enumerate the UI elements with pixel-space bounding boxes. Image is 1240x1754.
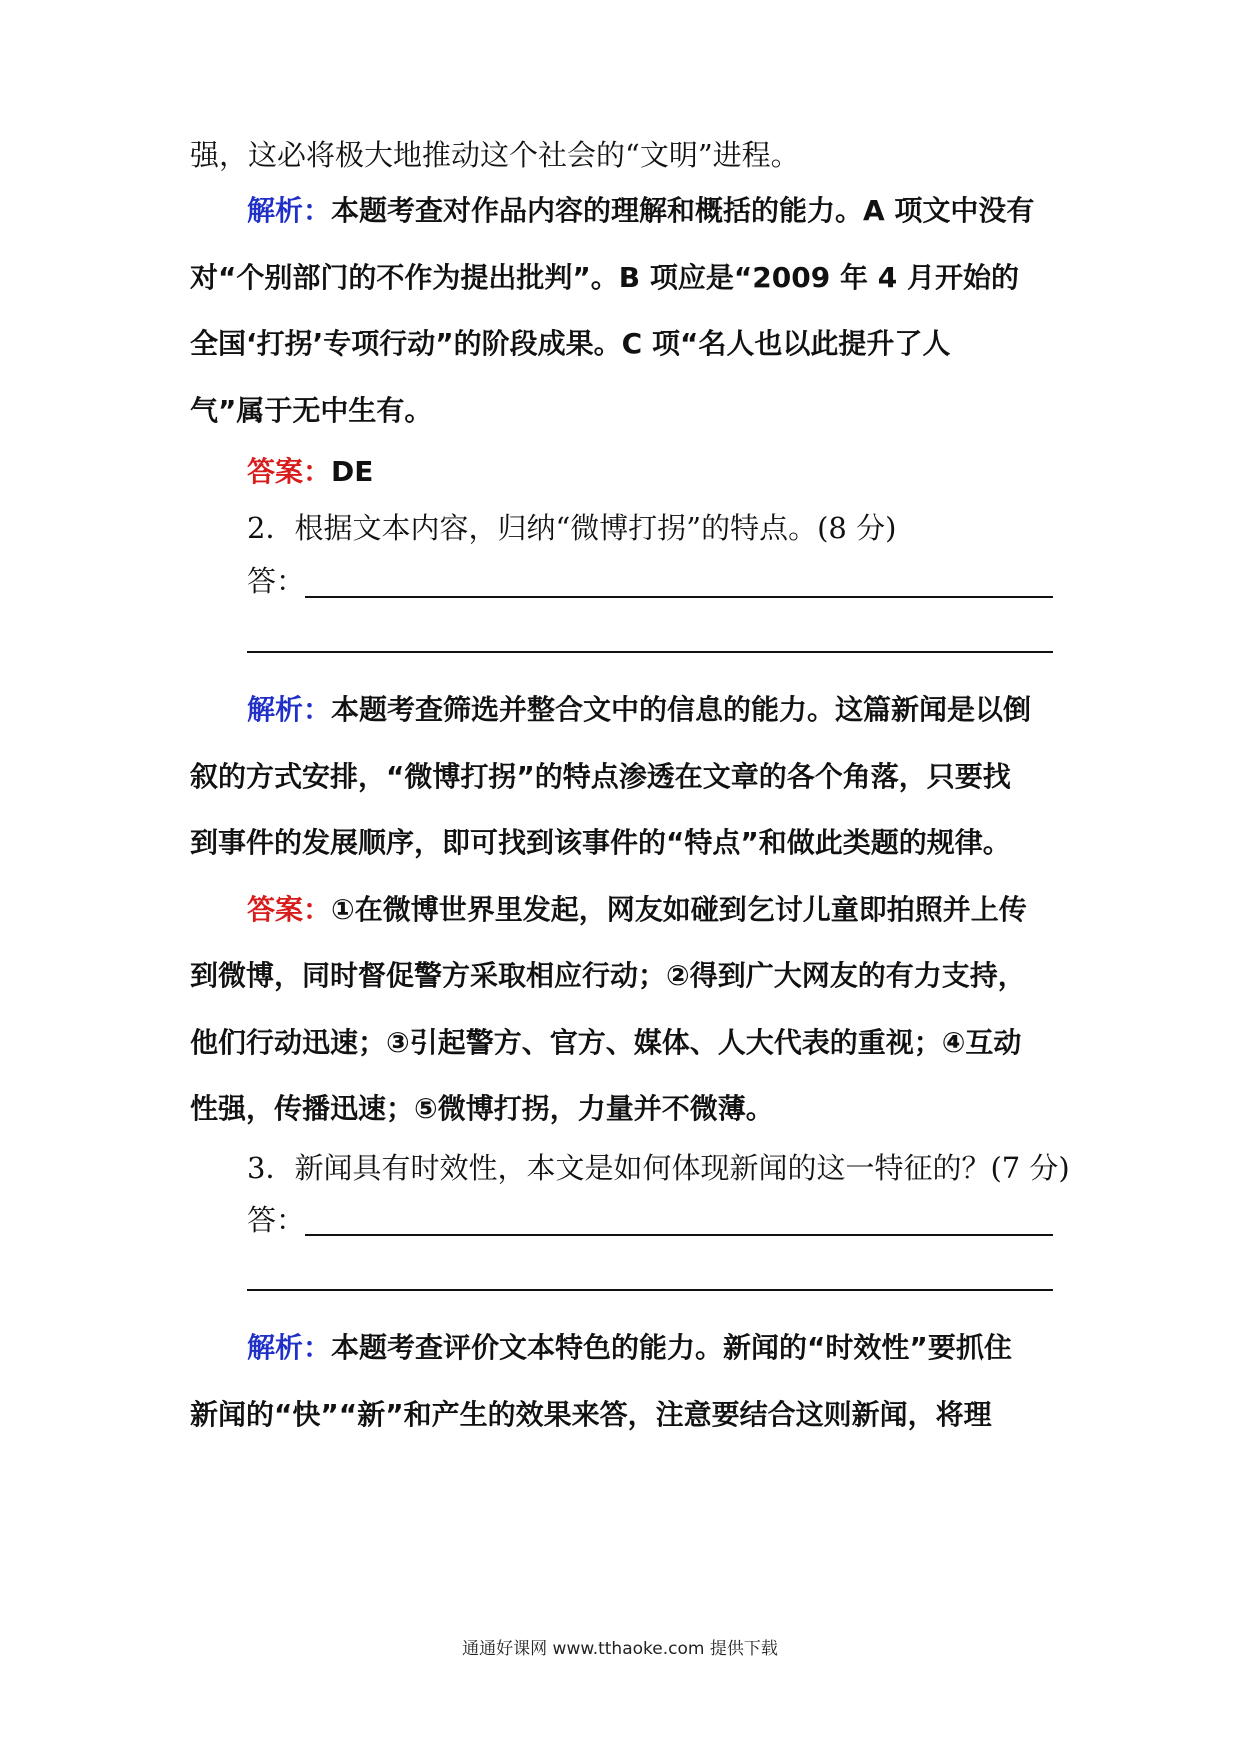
answer-blank-line[interactable] xyxy=(247,1289,1053,1291)
question-2: 2．根据文本内容，归纳“微博打拐”的特点。(8 分) xyxy=(247,511,897,545)
analysis-text: 本题考查评价文本特色的能力。新闻的“时效性”要抓住 xyxy=(331,1331,1012,1364)
answer-text: ①在微博世界里发起，网友如碰到乞讨儿童即拍照并上传 xyxy=(331,893,1027,926)
answer-text: 他们行动迅速；③引起警方、官方、媒体、人大代表的重视；④互动 xyxy=(190,1026,1022,1059)
answer-text: 到微博，同时督促警方采取相应行动；②得到广大网友的有力支持， xyxy=(190,959,1026,992)
analysis-text: 到事件的发展顺序，即可找到该事件的“特点”和做此类题的规律。 xyxy=(190,826,1011,859)
analysis-text: 新闻的“快”“新”和产生的效果来答，注意要结合这则新闻，将理 xyxy=(190,1398,992,1431)
answer-text: DE xyxy=(331,455,374,488)
analysis-text: 全国‘打拐’专项行动”的阶段成果。C 项“名人也以此提升了人 xyxy=(190,327,951,360)
q1-answer-line xyxy=(247,454,1060,490)
q2-answer-line xyxy=(247,892,1060,928)
answer-text: 性强，传播迅速；⑤微博打拐，力量并不微薄。 xyxy=(190,1092,774,1125)
analysis-text: 叙的方式安排，“微博打拐”的特点渗透在文章的各个角落，只要找 xyxy=(190,760,1011,793)
answer-blank-line[interactable] xyxy=(247,651,1053,653)
answer-blank-line[interactable] xyxy=(305,1234,1053,1236)
analysis-text: 气”属于无中生有。 xyxy=(190,394,433,427)
q2-analysis-line xyxy=(247,692,1060,728)
analysis-text: 本题考查筛选并整合文中的信息的能力。这篇新闻是以倒 xyxy=(331,693,1032,726)
answer-blank-line[interactable] xyxy=(305,596,1053,598)
question-3: 3．新闻具有时效性，本文是如何体现新闻的这一特征的？(7 分) xyxy=(247,1151,1070,1185)
answer-prompt: 答： xyxy=(247,1203,306,1237)
answer-prompt: 答： xyxy=(247,564,306,598)
q1-analysis-line xyxy=(247,193,1060,229)
analysis-text: 本题考查对作品内容的理解和概括的能力。A 项文中没有 xyxy=(331,194,1035,227)
analysis-text: 对“个别部门的不作为提出批判”。B 项应是“2009 年 4 月开始的 xyxy=(190,261,1019,294)
answer-label: 答案： xyxy=(247,893,332,926)
answer-label: 答案： xyxy=(247,455,332,488)
analysis-label: 解析： xyxy=(247,194,332,227)
analysis-label: 解析： xyxy=(247,1331,332,1364)
analysis-label: 解析： xyxy=(247,693,332,726)
text-line: 强，这必将极大地推动这个社会的“文明”进程。 xyxy=(190,138,800,172)
q3-analysis-line xyxy=(247,1330,1060,1366)
page-footer: 通通好课网 www.tthaoke.com 提供下载 xyxy=(462,1639,778,1659)
